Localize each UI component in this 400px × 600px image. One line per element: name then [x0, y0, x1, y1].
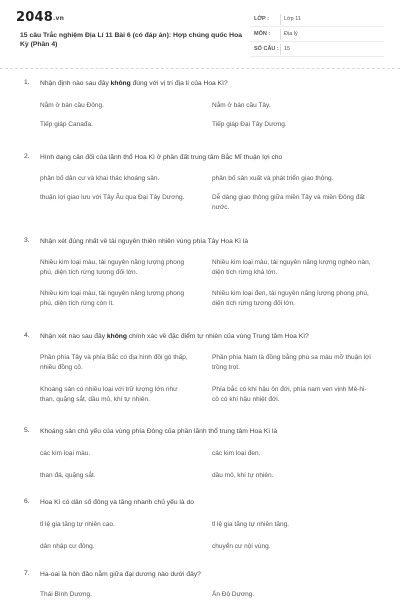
header-divider	[0, 68, 400, 69]
option-d[interactable]: Tiếp giáp Đại Tây Dương.	[212, 121, 287, 128]
question-text-part: Khoáng sản chủ yếu của vùng phía Đông của phần lãnh thổ trung tâm Hoa Kì là	[40, 428, 278, 435]
option-a[interactable]: phân bố dân cư và khai thác khoáng sản.	[40, 175, 160, 182]
option-d[interactable]: dầu mỏ, khí tự nhiên.	[212, 472, 274, 479]
question-number: 5.	[24, 427, 30, 434]
option-b[interactable]: Phần phía Nam là đồng bằng phù sa màu mỡ thuận lợi trồng trọt.	[212, 354, 371, 371]
meta-row-class	[250, 12, 384, 27]
question-text-part: chính xác về đặc điểm tự nhiên của vùng Trung tâm Hoa Kì?	[126, 333, 309, 340]
option-b[interactable]: Ấn Độ Dương.	[212, 591, 255, 598]
question-text-part: Ha-oai là hòn đảo nằm giữa đại dương nào dưới đây?	[40, 571, 201, 578]
option-d[interactable]: Phía bắc có khí hậu ôn đới, phía nam ven vịnh Mê-hi-cô có khí hậu nhiệt đới.	[212, 386, 367, 403]
question-number: 3.	[24, 237, 30, 244]
question-text	[40, 570, 390, 579]
question-text-part: Hình dạng cân đối của lãnh thổ Hoa Kì ở phần đất trung tâm Bắc Mĩ thuận lợi cho	[40, 154, 283, 161]
option-c[interactable]: dân nhập cư đông.	[40, 543, 95, 550]
option-c[interactable]: thuận lợi giao lưu với Tây Âu qua Đại Tây Dương.	[40, 194, 185, 201]
option-c[interactable]: Nhiều kim loại màu, tài nguyên năng lượng phong phú, diện tích rừng còn ít.	[40, 290, 185, 307]
meta-separator	[280, 44, 281, 55]
meta-separator	[280, 29, 281, 40]
question-number: 1.	[24, 79, 30, 86]
meta-value: Địa lý	[284, 31, 298, 37]
document-header	[0, 0, 400, 64]
option-a[interactable]: các kim loại màu.	[40, 450, 91, 457]
option-b[interactable]: Nằm ở bán cầu Tây.	[212, 102, 271, 109]
meta-row-count	[250, 42, 384, 57]
option-d[interactable]: Nhiều kim loại đen, tài nguyên năng lượng phong phú, diện tích rừng tương đối lớn.	[212, 290, 369, 307]
logo-text: 2048	[16, 10, 53, 25]
option-a[interactable]: Phần phía Tây và phía Bắc có địa hình đồi gò thấp, nhiều đồng cỏ.	[40, 354, 188, 371]
option-d[interactable]: chuyển cư nội vùng.	[212, 543, 271, 550]
meta-key: SỐ CÂU :	[254, 46, 279, 52]
meta-separator	[280, 14, 281, 25]
question-text-part: Nhận định nào sau đây	[40, 80, 111, 87]
option-c[interactable]: than đá, quặng sắt.	[40, 472, 96, 479]
question-text	[40, 79, 390, 88]
option-c[interactable]: Khoáng sản có nhiều loại với trữ lượng lớn như than, quặng sắt, dầu mỏ, khí tự nhiên.	[40, 386, 178, 403]
site-logo[interactable]	[16, 10, 64, 25]
question-number: 6.	[24, 498, 30, 505]
option-a[interactable]: Thái Bình Dương.	[40, 591, 92, 598]
option-b[interactable]: Nhiều kim loại màu, tài nguyên năng lượng nghèo nàn, diện tích rừng khá lớn.	[212, 259, 371, 276]
option-a[interactable]: Nằm ở bán cầu Đông.	[40, 102, 104, 109]
option-d[interactable]: Dễ dàng giao thông giữa miền Tây và miền Đông đất nước.	[212, 194, 365, 211]
page-title: 15 câu Trắc nghiệm Địa Lí 11 Bài 6 (có đáp án): Hợp chúng quốc Hoa Kỳ (Phần 4)	[20, 32, 243, 48]
option-b[interactable]: phân bố sản xuất và phát triển giao thông.	[212, 175, 334, 182]
question-number: 4.	[24, 332, 30, 339]
question-text-part: đúng với vị trí địa lí của Hoa Kì?	[130, 80, 228, 87]
meta-key: LỚP :	[254, 16, 269, 22]
logo-suffix: .vn	[52, 15, 65, 22]
question-text	[40, 427, 390, 436]
option-a[interactable]: tỉ lệ gia tăng tự nhiên cao.	[40, 521, 115, 528]
option-b[interactable]: tỉ lệ gia tăng tự nhiên tăng.	[212, 521, 289, 528]
option-a[interactable]: Nhiều kim loại màu, tài nguyên năng lượng phong phú, diện tích rừng tương đối lớn.	[40, 259, 185, 276]
question-number: 7.	[24, 570, 30, 577]
option-c[interactable]: Tiếp giáp Canađa.	[40, 121, 93, 128]
option-b[interactable]: các kim loại đen.	[212, 450, 261, 457]
meta-key: MÔN :	[254, 31, 271, 37]
question-text	[40, 153, 390, 162]
meta-value: Lớp 11	[284, 16, 301, 22]
question-number: 2.	[24, 153, 30, 160]
meta-row-subject	[250, 27, 384, 42]
question-text	[40, 237, 390, 246]
meta-value: 15	[284, 46, 291, 52]
question-text	[40, 498, 390, 507]
question-text-part: Hoa Kì có dân số đông và tăng nhanh chủ yếu là do	[40, 499, 194, 506]
meta-table	[250, 12, 384, 57]
question-emphasis: không	[106, 333, 127, 340]
question-emphasis: không	[110, 80, 131, 87]
question-text-part: Nhận xét nào sau đây	[40, 333, 107, 340]
question-text	[40, 332, 390, 341]
question-text-part: Nhận xét đúng nhất về tài nguyên thiên nhiên vùng phía Tây Hoa Kì là	[40, 238, 249, 245]
